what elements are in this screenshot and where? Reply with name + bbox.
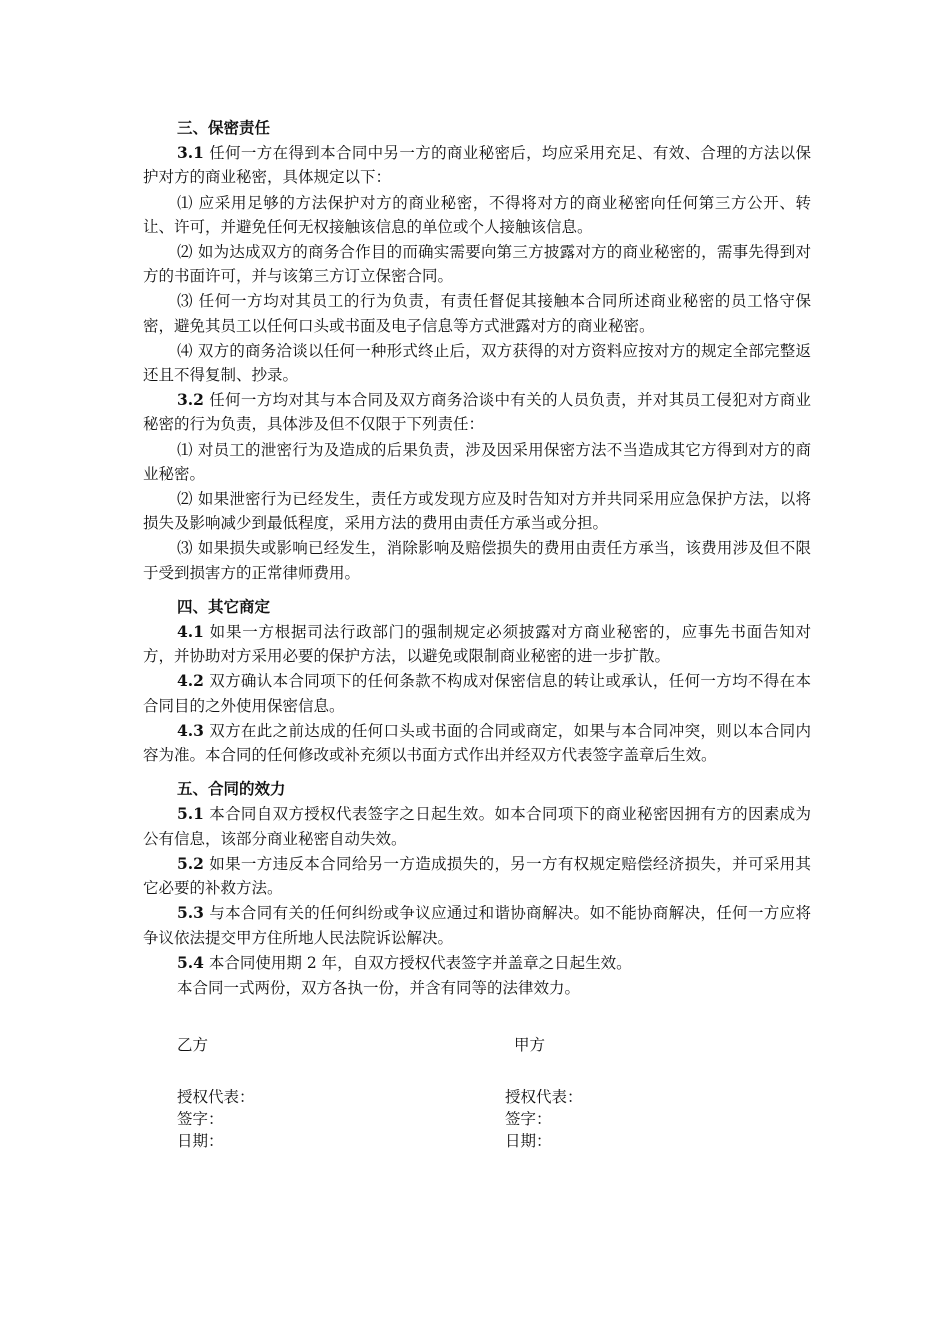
clause-paragraph [143,388,811,436]
clause-number: 3.1 [177,143,204,163]
section-heading: 五、合同的效力 [177,779,286,799]
clause-text: 本合同使用期 2 年，自双方授权代表签字并盖章之日起生效。 [203,953,632,972]
clause-paragraph [143,951,811,975]
clause-number: 5.1 [177,804,204,824]
clause-paragraph [143,339,811,387]
clause-text: ⑶ 如果损失或影响已经发生，消除影响及赔偿损失的费用由责任方承当，该费用涉及但不限于受到损害方的正常律师费用。 [143,539,811,582]
clause-paragraph [143,901,811,949]
clause-paragraph [143,852,811,900]
clause-number: 5.4 [177,952,204,972]
party-a-sign-label: 签字： [505,1110,552,1128]
clause-paragraph [143,191,811,239]
clause-text: ⑵ 如果泄密行为已经发生，责任方或发现方应及时告知对方并共同采用应急保护方法，以将损失及影响减少到最低程度，采用方法的费用由责任方承当或分担。 [143,490,811,533]
clause-text: ⑴ 应采用足够的方法保护对方的商业秘密，不得将对方的商业秘密向任何第三方公开、转让、许可，并避免任何无权接触该信息的单位或个人接触该信息。 [143,193,811,236]
clause-text: ⑵ 如为达成双方的商务合作目的而确实需要向第三方披露对方的商业秘密的，需事先得到对方的书面许可，并与该第三方订立保密合同。 [143,243,811,286]
clause-paragraph [143,976,811,1000]
clause-paragraph [143,438,811,486]
clause-paragraph [143,141,811,189]
party-b-sign-label: 签字： [177,1110,224,1128]
clause-number: 5.3 [177,903,204,923]
party-a-rep-label: 授权代表： [505,1088,583,1106]
party-a-date-label: 日期： [505,1132,552,1150]
clause-number: 4.2 [177,671,204,691]
clause-number: 4.1 [177,622,204,642]
clause-text: 任何一方在得到本合同中另一方的商业秘密后，均应采用充足、有效、合理的方法以保护对方的商业秘密，具体规定以下： [143,144,811,187]
clause-text: 本合同一式两份，双方各执一份，并含有同等的法律效力。 [177,978,581,997]
clause-number: 4.3 [177,720,204,740]
section-heading: 三、保密责任 [177,118,271,137]
clause-paragraph [143,802,811,850]
clause-text: ⑴ 对员工的泄密行为及造成的后果负责，涉及因采用保密方法不当造成其它方得到对方的商业秘密。 [143,440,811,483]
clause-text: 如果一方违反本合同给另一方造成损失的，另一方有权规定赔偿经济损失，并可采用其它必要的补救方法。 [143,854,811,898]
clause-paragraph [143,669,811,717]
clause-text: 本合同自双方授权代表签字之日起生效。如本合同项下的商业秘密因拥有方的因素成为公有信息，该部分商业秘密自动失效。 [143,805,811,848]
clause-paragraph [143,289,811,337]
clause-paragraph [143,620,811,668]
party-a-label: 甲方 [514,1036,546,1054]
clause-number: 3.2 [177,390,204,410]
clause-text: ⑷ 双方的商务洽谈以任何一种形式终止后，双方获得的对方资料应按对方的规定全部完整返还且不得复制、抄录。 [143,341,811,385]
clause-text: 与本合同有关的任何纠纷或争议应通过和谐协商解决。如不能协商解决，任何一方应将争议依法提交甲方住所地人民法院诉讼解决。 [143,904,811,947]
clause-paragraph [143,719,811,767]
clause-text: 任何一方均对其与本合同及双方商务洽谈中有关的人员负责，并对其员工侵犯对方商业秘密的行为负责，具体涉及但不仅限于下列责任： [143,391,811,434]
party-b-rep-label: 授权代表： [177,1088,255,1106]
party-b-date-label: 日期： [177,1132,224,1150]
clause-text: 如果一方根据司法行政部门的强制规定必须披露对方商业秘密的，应事先书面告知对方，并协助对方采用必要的保护方法，以避免或限制商业秘密的进一步扩散。 [143,623,811,666]
clause-text: 双方确认本合同项下的任何条款不构成对保密信息的转让或承认，任何一方均不得在本合同目的之外使用保密信息。 [143,672,811,715]
party-b-signature-block [177,1034,255,1152]
clause-number: 5.2 [177,853,204,873]
clause-text: 双方在此之前达成的任何口头或书面的合同或商定，如果与本合同冲突，则以本合同内容为准。本合同的任何修改或补充须以书面方式作出并经双方代表签字盖章后生效。 [143,721,811,765]
clause-paragraph [143,536,811,584]
contract-body [143,112,811,1000]
clause-paragraph [143,487,811,535]
party-b-label: 乙方 [177,1036,209,1054]
section-heading: 四、其它商定 [177,596,271,616]
party-a-signature-block [505,1034,583,1152]
clause-paragraph [143,240,811,288]
clause-text: ⑶ 任何一方均对其员工的行为负责，有责任督促其接触本合同所述商业秘密的员工恪守保密，避免其员工以任何口头或书面及电子信息等方式泄露对方的商业秘密。 [143,292,811,335]
